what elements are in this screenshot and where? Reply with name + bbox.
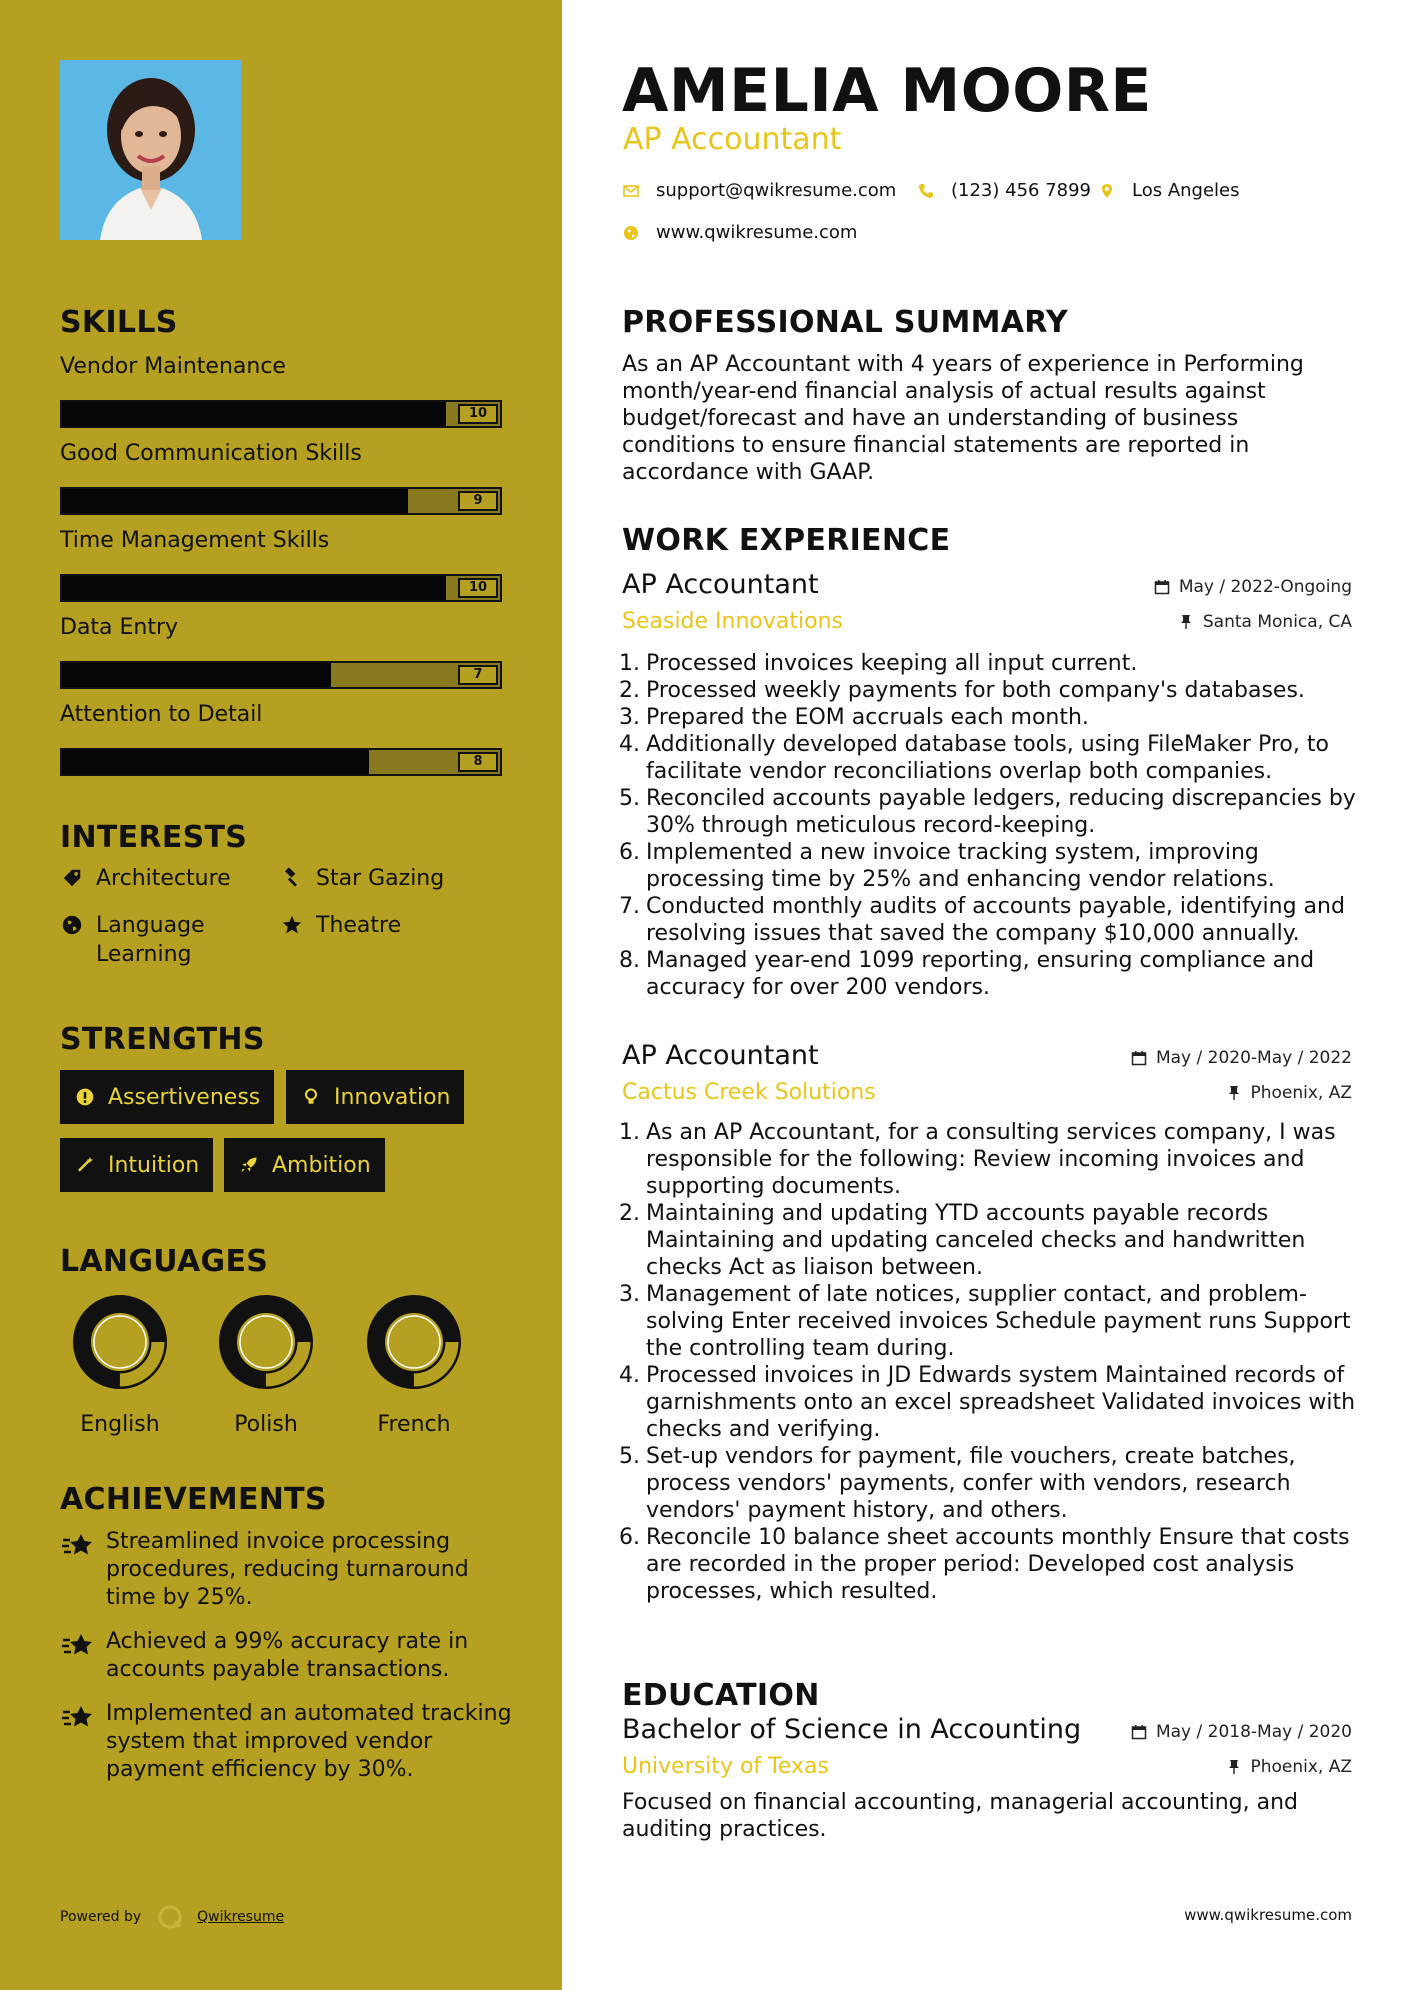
list-item: 3. Prepared the EOM accruals each month. [619, 705, 1089, 730]
bullet-text: Management of late notices, supplier contact, and problem-solving Enter received invoices Schedule payment runs Support the controlling team during. [646, 1282, 1351, 1361]
main-content [562, 0, 1407, 1990]
pushpin-icon [1225, 1085, 1242, 1102]
powered-by-label: Powered by [60, 1909, 142, 1925]
location-text: Los Angeles [1132, 180, 1240, 201]
globe-icon [622, 224, 640, 242]
candidate-role: AP Accountant [623, 122, 842, 157]
exclamation-icon [74, 1086, 96, 1108]
job-dates [1154, 577, 1352, 597]
envelope-icon [622, 182, 640, 200]
achievements-heading: ACHIEVEMENTS [60, 1482, 327, 1517]
pushpin-icon [1178, 614, 1195, 631]
language-ring-hole [94, 1316, 146, 1368]
job-location-text: Phoenix, AZ [1250, 1083, 1352, 1103]
skill-score: 10 [458, 578, 498, 598]
portrait-image [60, 60, 242, 240]
language-label: English [80, 1412, 160, 1437]
calendar-icon [1154, 579, 1171, 596]
language-label: French [377, 1412, 451, 1437]
achievement-text: Achieved a 99% accuracy rate in accounts payable transactions. [106, 1629, 469, 1682]
qwikresume-link[interactable]: Qwikresume [197, 1909, 285, 1925]
map-pin-icon [1098, 182, 1116, 200]
summary-text: As an AP Accountant with 4 years of experience in Performing month/year-end financial analysis of actual results against budget/forecast and have an understanding of business conditions to ensure financial statements are reported in accordance with GAAP. [622, 352, 1304, 485]
list-item: 5. Set-up vendors for payment, file vouchers, create batches, process vendors' payments, confer with vendors, research vendors' payment history, and others. [614, 1443, 1374, 1524]
skill-bar-fill [62, 576, 446, 600]
degree-title: Bachelor of Science in Accounting [622, 1714, 1082, 1745]
skill-bar-fill [62, 663, 331, 687]
job-location-text: Santa Monica, CA [1202, 612, 1352, 632]
language-ring-hole [388, 1316, 440, 1368]
strength-label: Ambition [272, 1152, 371, 1178]
skill-label: Time Management Skills [60, 528, 330, 553]
achievement-text: Streamlined invoice processing procedures, reducing turnaround time by 25%. [106, 1529, 469, 1610]
website-text: www.qwikresume.com [656, 222, 858, 243]
skill-bar-fill [62, 402, 446, 426]
job-bullets [614, 1119, 1374, 1605]
skill-bar [60, 400, 502, 428]
skill-score: 7 [458, 665, 498, 685]
language-donut [72, 1294, 168, 1390]
bullet-text: Set-up vendors for payment, file vouchers, create batches, process vendors' payments, confer with vendors, research vendors' payment history, and others. [646, 1444, 1296, 1523]
list-item: 7. Conducted monthly audits of accounts payable, identifying and resolving issues that saved the company $10,000 annually. [614, 893, 1374, 947]
pushpin-icon [1225, 1759, 1242, 1776]
list-item: 6. Implemented a new invoice tracking system, improving processing time by 25% and enhancing vendor relations. [614, 839, 1374, 893]
skill-bar [60, 574, 502, 602]
list-item: 2. Processed weekly payments for both company's databases. [619, 678, 1305, 703]
interest-label: Architecture [96, 866, 231, 891]
job-location [1225, 1083, 1352, 1103]
calendar-icon [1131, 1724, 1148, 1741]
star-icon [280, 913, 304, 937]
job-location [1178, 612, 1352, 632]
globe-icon [60, 913, 84, 937]
bullet-text: Implemented a new invoice tracking system, improving processing time by 25% and enhancing vendor relations. [646, 840, 1275, 892]
list-item: 4. Processed invoices in JD Edwards system Maintained records of garnishments onto an excel spreadsheet Validated invoices with checks and verifying. [614, 1362, 1374, 1443]
list-item: 2. Maintaining and updating YTD accounts payable records Maintaining and updating canceled checks and handwritten checks Act as liaison between. [614, 1200, 1374, 1281]
strength-assertiveness [60, 1070, 274, 1124]
list-item: 3. Management of late notices, supplier contact, and problem-solving Enter received invoices Schedule payment runs Support the controlling team during. [614, 1281, 1374, 1362]
strength-intuition [60, 1138, 213, 1192]
achievement-item [60, 1628, 520, 1684]
summary-heading: PROFESSIONAL SUMMARY [622, 305, 1069, 340]
skill-label: Data Entry [60, 615, 179, 640]
language-polish [196, 1294, 336, 1437]
interests-heading: INTERESTS [60, 820, 248, 855]
skill-bar-fill [62, 489, 408, 513]
skill-score: 9 [458, 491, 498, 511]
strength-label: Intuition [108, 1152, 200, 1178]
language-english [50, 1294, 190, 1437]
bullet-text: Reconcile 10 balance sheet accounts monthly Ensure that costs are recorded in the proper period: Developed cost analysis processes, which resulted. [646, 1525, 1350, 1604]
star-badge-icon [60, 1702, 96, 1734]
calendar-icon [1131, 1050, 1148, 1067]
bullet-text: Conducted monthly audits of accounts payable, identifying and resolving issues that saved the company $10,000 annually. [646, 894, 1345, 946]
contact-phone[interactable] [917, 180, 1091, 201]
strength-label: Assertiveness [108, 1084, 261, 1110]
bullet-text: Processed weekly payments for both company's databases. [646, 678, 1305, 703]
school-name: University of Texas [622, 1754, 829, 1779]
education-dates [1131, 1722, 1352, 1742]
language-donut [218, 1294, 314, 1390]
achievement-item [60, 1700, 520, 1784]
bullet-text: Managed year-end 1099 reporting, ensuring compliance and accuracy for over 200 vendors. [646, 948, 1315, 1000]
achievement-text: Implemented an automated tracking system that improved vendor payment efficiency by 30%. [106, 1701, 512, 1782]
strength-ambition [224, 1138, 385, 1192]
footer-website[interactable]: www.qwikresume.com [1184, 1906, 1352, 1924]
education-location [1225, 1757, 1352, 1777]
bullet-text: As an AP Accountant, for a consulting services company, I was responsible for the following: Review incoming invoices and supporting documents. [646, 1120, 1336, 1199]
list-item: 1. Processed invoices keeping all input current. [619, 651, 1138, 676]
skill-bar-fill [62, 750, 369, 774]
education-dates-text: May / 2018-May / 2020 [1155, 1722, 1352, 1742]
skill-score: 10 [458, 404, 498, 424]
languages-heading: LANGUAGES [60, 1244, 269, 1279]
education-location-text: Phoenix, AZ [1250, 1757, 1352, 1777]
skill-score: 8 [458, 752, 498, 772]
interest-star-gazing [280, 864, 444, 893]
skill-data-entry [60, 613, 502, 682]
email-text: support@qwikresume.com [656, 180, 897, 201]
contact-location [1098, 180, 1240, 201]
interest-language-learning [60, 911, 260, 969]
candidate-name: AMELIA MOORE [622, 56, 1152, 126]
contact-email[interactable] [622, 180, 896, 201]
skill-bar [60, 748, 502, 776]
skill-label: Vendor Maintenance [60, 354, 286, 379]
interest-label: Star Gazing [316, 866, 445, 891]
interest-label: Theatre [316, 913, 402, 938]
education-text: Focused on financial accounting, managerial accounting, and auditing practices. [622, 1790, 1299, 1842]
interest-theatre [280, 911, 401, 940]
bullet-text: Processed invoices in JD Edwards system Maintained records of garnishments onto an excel spreadsheet Validated invoices with checks and verifying. [646, 1363, 1356, 1442]
strength-label: Innovation [334, 1084, 451, 1110]
job-company: Cactus Creek Solutions [622, 1080, 876, 1105]
job-title: AP Accountant [622, 1040, 819, 1071]
bullet-text: Additionally developed database tools, using FileMaker Pro, to facilitate vendor reconciliations overlap both companies. [646, 732, 1329, 784]
job-bullets [614, 650, 1374, 1001]
list-item: 5. Reconciled accounts payable ledgers, reducing discrepancies by 30% through meticulous record-keeping. [614, 785, 1374, 839]
experience-heading: WORK EXPERIENCE [622, 523, 951, 558]
sidebar [0, 0, 562, 1990]
job-dates-text: May / 2022-Ongoing [1178, 577, 1352, 597]
job-dates-text: May / 2020-May / 2022 [1155, 1048, 1352, 1068]
powered-by [60, 1904, 284, 1930]
job-title: AP Accountant [622, 569, 819, 600]
strengths-heading: STRENGTHS [60, 1022, 265, 1057]
education-heading: EDUCATION [622, 1678, 820, 1713]
bullet-text: Reconciled accounts payable ledgers, reducing discrepancies by 30% through meticulous record-keeping. [646, 786, 1356, 838]
qwikresume-logo-icon [157, 1904, 183, 1930]
star-badge-icon [60, 1530, 96, 1562]
language-donut [366, 1294, 462, 1390]
lightbulb-icon [300, 1086, 322, 1108]
tag-icon [60, 866, 84, 890]
gavel-icon [280, 866, 304, 890]
interest-architecture [60, 864, 231, 893]
skill-vendor-maintenance [60, 352, 502, 421]
list-item: 6. Reconcile 10 balance sheet accounts monthly Ensure that costs are recorded in the proper period: Developed cost analysis processes, which resulted. [614, 1524, 1374, 1605]
language-ring-hole [240, 1316, 292, 1368]
skill-label: Good Communication Skills [60, 441, 362, 466]
skill-attention-to-detail [60, 700, 502, 769]
list-item: 8. Managed year-end 1099 reporting, ensuring compliance and accuracy for over 200 vendors. [614, 947, 1374, 1001]
contact-website[interactable] [622, 222, 857, 243]
skill-good-communication [60, 439, 502, 508]
star-badge-icon [60, 1630, 96, 1662]
language-french [344, 1294, 484, 1437]
skill-label: Attention to Detail [60, 702, 263, 727]
achievement-item [60, 1528, 520, 1612]
bullet-text: Prepared the EOM accruals each month. [646, 705, 1089, 730]
interest-label: Language Learning [96, 913, 205, 967]
magic-wand-icon [74, 1154, 96, 1176]
bullet-text: Processed invoices keeping all input current. [646, 651, 1138, 676]
strength-innovation [286, 1070, 464, 1124]
language-label: Polish [234, 1412, 298, 1437]
bullet-text: Maintaining and updating YTD accounts payable records Maintaining and updating canceled checks and handwritten checks Act as liaison between. [646, 1201, 1306, 1280]
skills-heading: SKILLS [60, 305, 178, 340]
skill-time-management [60, 526, 502, 595]
skill-bar [60, 487, 502, 515]
rocket-icon [238, 1154, 260, 1176]
phone-icon [917, 182, 935, 200]
list-item: 4. Additionally developed database tools, using FileMaker Pro, to facilitate vendor reconciliations overlap both companies. [614, 731, 1374, 785]
list-item: 1. As an AP Accountant, for a consulting services company, I was responsible for the following: Review incoming invoices and supporting documents. [614, 1119, 1374, 1200]
job-dates [1131, 1048, 1352, 1068]
job-company: Seaside Innovations [622, 609, 843, 634]
phone-text: (123) 456 7899 [951, 180, 1092, 201]
skill-bar [60, 661, 502, 689]
profile-photo [60, 60, 242, 240]
